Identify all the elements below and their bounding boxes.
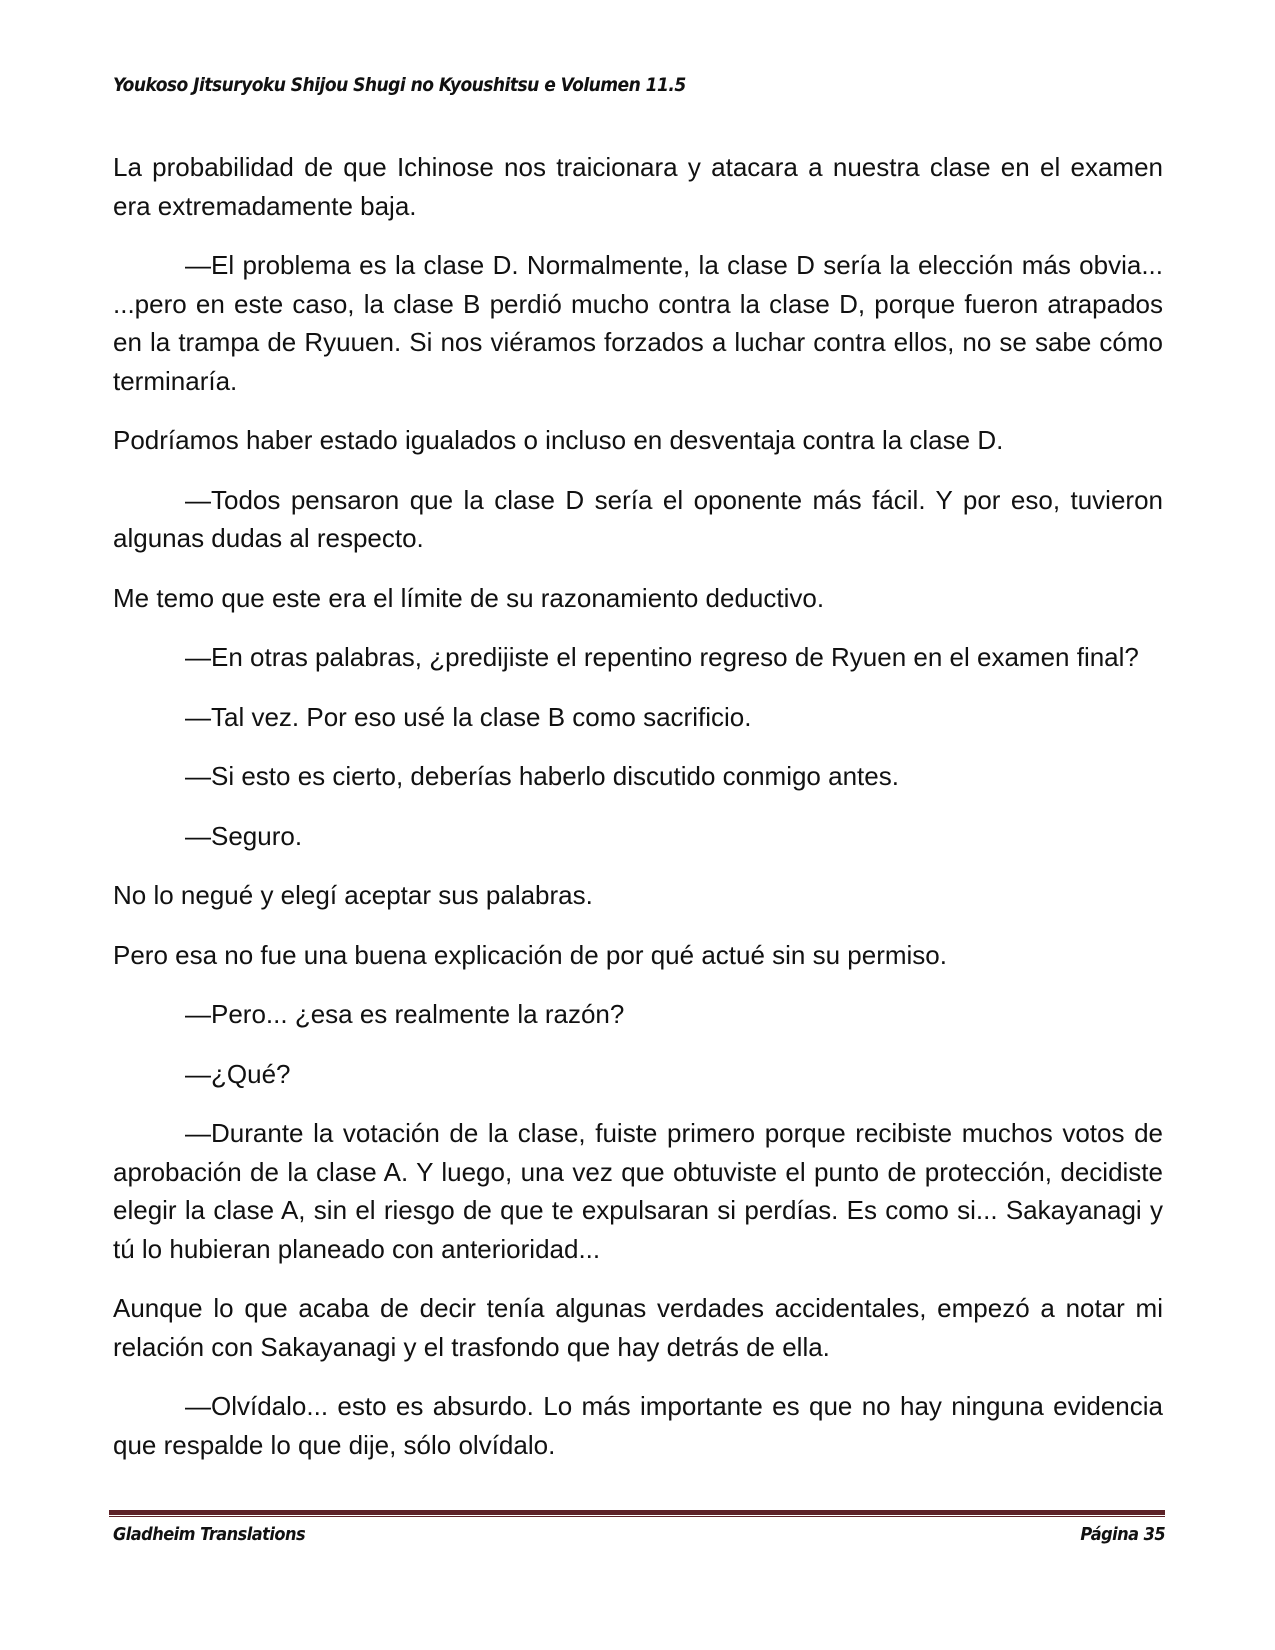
footer-divider-thick xyxy=(109,1510,1165,1515)
body-text xyxy=(113,148,1163,1485)
page-number: Página 35 xyxy=(1080,1524,1165,1545)
dialog-paragraph: —Seguro. xyxy=(185,820,303,851)
dialog-paragraph: —Todos pensaron que la clase D sería el oponente más fácil. Y por eso, tuvieron algunas dudas al respecto. xyxy=(113,484,1163,553)
paragraph: Podríamos haber estado igualados o incluso en desventaja contra la clase D. xyxy=(113,425,1004,455)
dialog-paragraph: —Si esto es cierto, deberías haberlo discutido conmigo antes. xyxy=(185,761,899,791)
footer-divider xyxy=(109,1510,1165,1517)
paragraph: Aunque lo que acaba de decir tenía algunas verdades accidentales, empezó a notar mi relación con Sakayanagi y el trasfondo que hay detrás de ella. xyxy=(113,1293,1163,1362)
paragraph: Me temo que este era el límite de su razonamiento deductivo. xyxy=(113,582,825,613)
footer-credit: Gladheim Translations xyxy=(113,1524,306,1545)
dialog-paragraph: —El problema es la clase D. Normalmente, la clase D sería la elección más obvia... ...pero en este caso, la clase B perdió mucho contra la clase D, porque fueron atrapados en la trampa de Ryuuen. Si nos viéramos forzados a luchar contra ellos, no se sabe cómo terminaría. xyxy=(113,250,1163,396)
paragraph: No lo negué y elegí aceptar sus palabras. xyxy=(113,880,593,910)
paragraph: Pero esa no fue una buena explicación de por qué actué sin su permiso. xyxy=(113,939,947,970)
running-header: Youkoso Jitsuryoku Shijou Shugi no Kyoushitsu e Volumen 11.5 xyxy=(113,74,686,96)
dialog-paragraph: —En otras palabras, ¿predijiste el repentino regreso de Ryuen en el examen final? xyxy=(185,642,1139,672)
paragraph: La probabilidad de que Ichinose nos traicionara y atacara a nuestra clase en el examen era extremadamente baja. xyxy=(113,152,1163,221)
dialog-paragraph: —Durante la votación de la clase, fuiste primero porque recibiste muchos votos de aprobación de la clase A. Y luego, una vez que obtuviste el punto de protección, decidiste elegir la clase A, sin el riesgo de que te expulsaran si perdías. Es como si... Sakayanagi y tú lo hubieran planeado con anterioridad... xyxy=(113,1118,1163,1264)
dialog-paragraph: —¿Qué? xyxy=(185,1058,291,1089)
footer-divider-thin xyxy=(109,1516,1165,1517)
dialog-paragraph: —Pero... ¿esa es realmente la razón? xyxy=(185,999,625,1029)
running-footer xyxy=(113,1524,1165,1545)
dialog-paragraph: —Olvídalo... esto es absurdo. Lo más importante es que no hay ninguna evidencia que respalde lo que dije, sólo olvídalo. xyxy=(113,1391,1163,1460)
dialog-paragraph: —Tal vez. Por eso usé la clase B como sacrificio. xyxy=(185,701,752,732)
